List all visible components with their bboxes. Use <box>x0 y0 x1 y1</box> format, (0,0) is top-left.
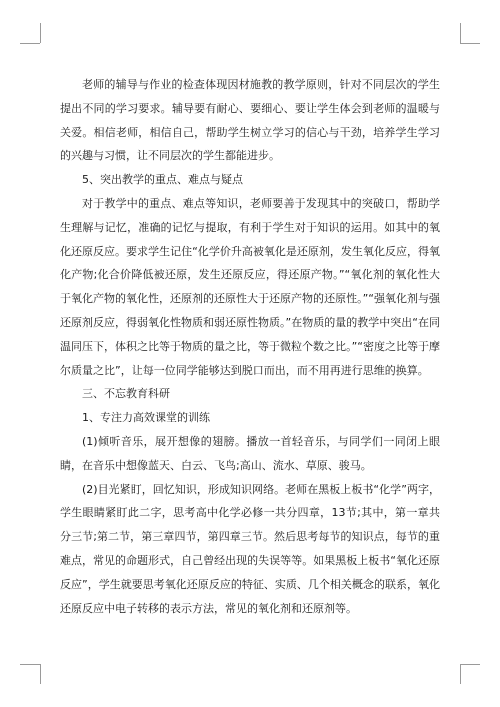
paragraph-key-points: 对于教学中的重点、难点等知识，老师要善于发现其中的突破口，帮助学生理解与记忆，准确的记忆与提取，有利于学生对于知识的运用。如其中的氧化还原反应。要求学生记住“化学价升高被氧化是还原剂，发生氧化反应，得氧化产物;化合价降低被还原，发生还原反应，得还原产物。”“氧化剂的氧化性大于氧化产物的氧化性，还原剂的还原性大于还原产物的还原性。”“强氧化剂与强还原剂反应，得弱氧化性物质和弱还原性物质。”在物质的量的教学中突出“在同温同压下，体积之比等于物质的量之比，等于微粒个数之比。”“密度之比等于摩尔质量之比”，让每一位同学能够达到脱口而出，而不用再进行思维的换算。 <box>60 196 440 377</box>
heading-key-points: 5、突出教学的重点、难点与疑点 <box>82 173 243 187</box>
heading-focus-training: 1、专注力高效课堂的训练 <box>82 411 210 425</box>
paragraph-listen-music: (1)倾听音乐，展开想像的翅膀。播放一首轻音乐，与同学们一同闭上眼睛，在音乐中想像蓝天、白云、飞鸟;高山、流水、草原、骏马。 <box>60 434 440 472</box>
heading-research: 三、不忘教育科研 <box>82 387 170 401</box>
paragraph-knowledge-network: (2)目光紧盯，回忆知识，形成知识网络。老师在黑板上板书“化学”两字，学生眼睛紧盯此二字，思考高中化学必修一共分四章，13节;其中，第一章共分三节;第二节，第三章四节，第四章三节。然后思考每节的知识点，每节的重难点，常见的命题形式，自己曾经出现的失误等等。如果黑板上板书“氧化还原反应”，学生就要思考氧化还原反应的特征、实质、几个相关概念的联系，氧化还原反应中电子转移的表示方法，常见的氧化剂和还原剂等。 <box>60 482 440 615</box>
paragraph-guidance: 老师的辅导与作业的检查体现因材施教的教学原则，针对不同层次的学生提出不同的学习要求。辅导要有耐心、要细心、要让学生体会到老师的温暖与关爱。相信老师，相信自己，帮助学生树立学习的信心与干劲，培养学生学习的兴趣与习惯，让不同层次的学生都能进步。 <box>60 78 440 163</box>
document-body <box>60 73 440 620</box>
